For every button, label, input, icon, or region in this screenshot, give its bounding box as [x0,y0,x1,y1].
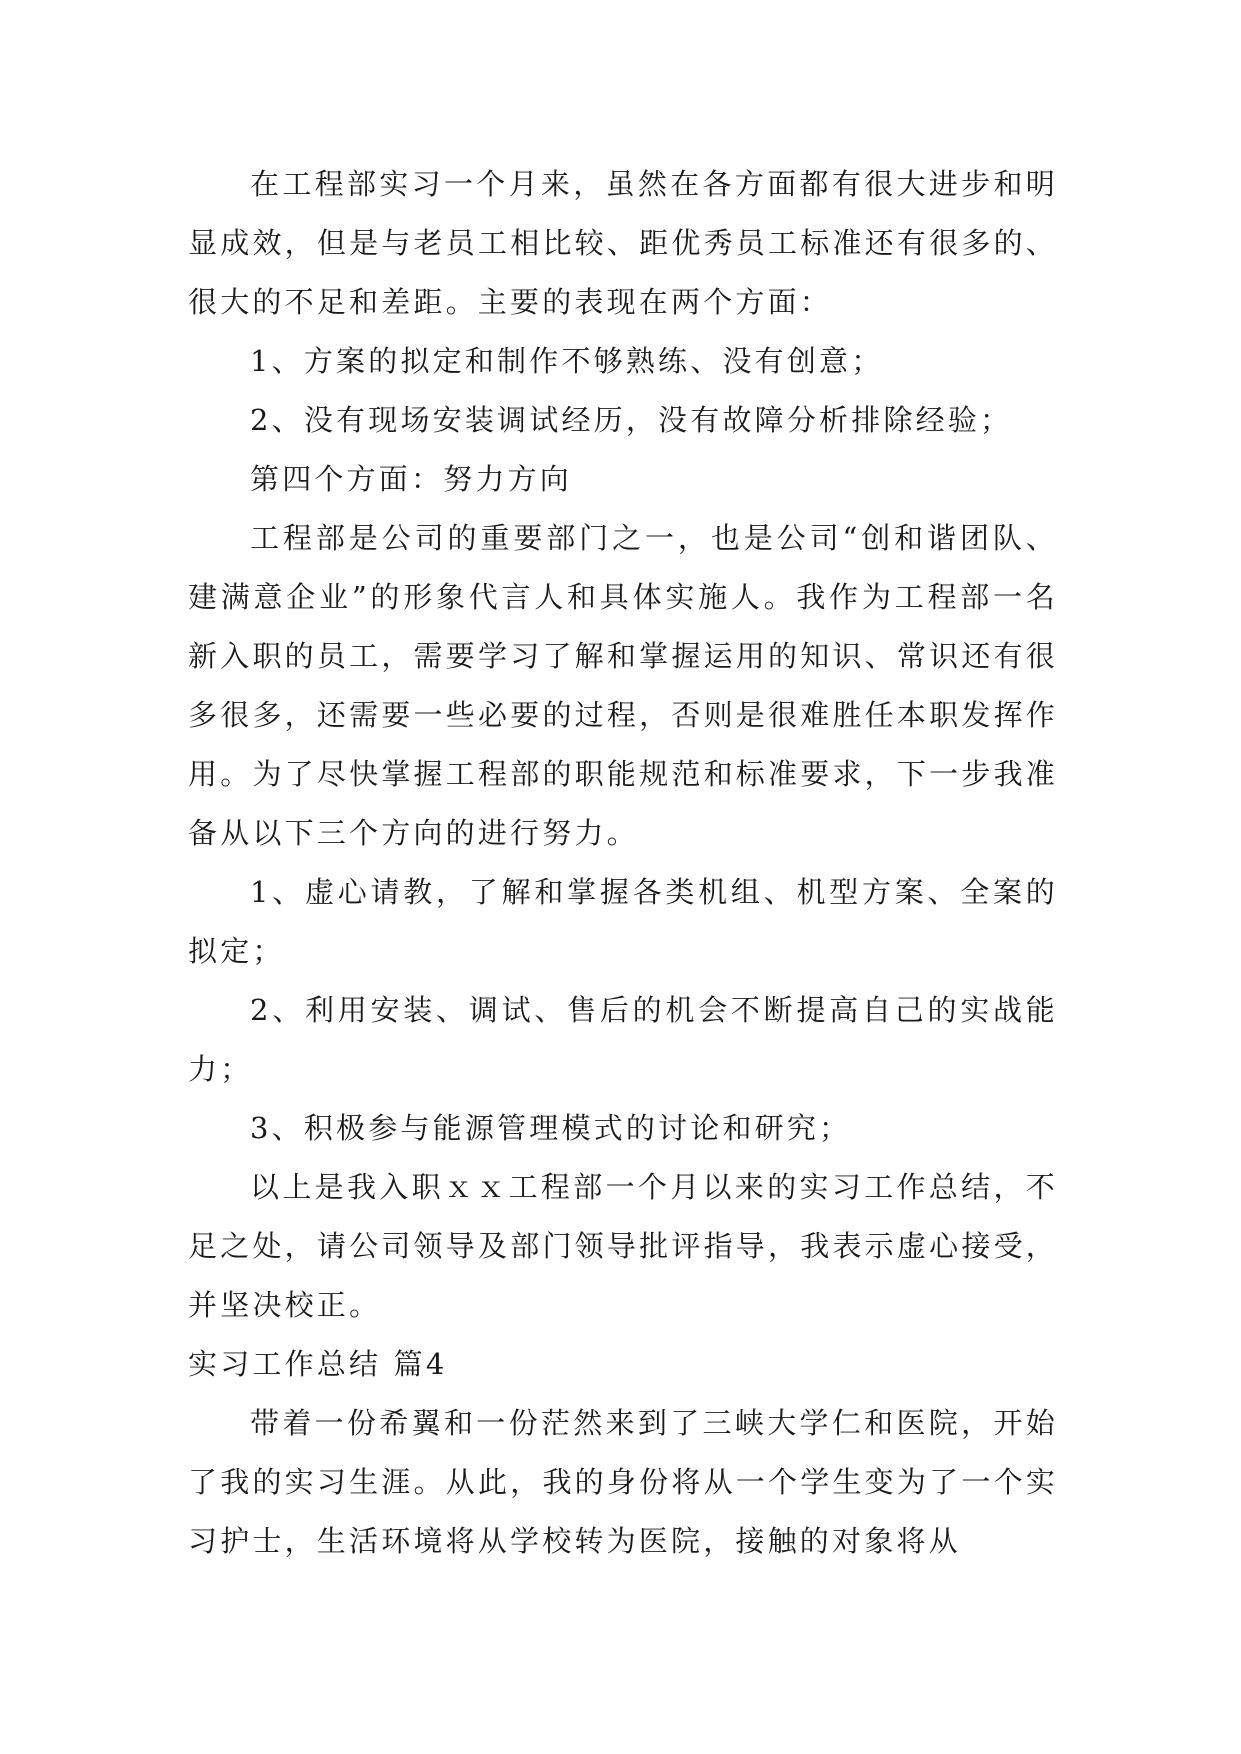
paragraph-conclusion: 以上是我入职ｘｘ工程部一个月以来的实习工作总结，不足之处，请公司领导及部门领导批评指导，我表示虚心接受，并坚决校正。 [188,1170,1058,1322]
article-title-part-4: 实习工作总结 篇4 [188,1347,448,1381]
paragraph-engineering-dept: 工程部是公司的重要部门之一，也是公司“创和谐团队、建满意企业”的形象代言人和具体实施人。我作为工程部一名新入职的员工，需要学习了解和掌握运用的知识、常识还有很多很多，还需要一些必要的过程，否则是很难胜任本职发挥作用。为了尽快掌握工程部的职能规范和标准要求，下一步我准备从以下三个方向的进行努力。 [188,521,1058,850]
paragraph-shortcoming-2: 2、没有现场安装调试经历，没有故障分析排除经验； [250,403,1013,437]
paragraph-effort-2: 2、利用安装、调试、售后的机会不断提高自己的实战能力； [188,993,1058,1086]
paragraph-shortcomings-intro: 在工程部实习一个月来，虽然在各方面都有很大进步和明显成效，但是与老员工相比较、距优秀员工标准还有很多的、很大的不足和差距。主要的表现在两个方面： [188,167,1058,319]
paragraph-shortcoming-1: 1、方案的拟定和制作不够熟练、没有创意； [250,344,884,378]
section-heading-effort-direction: 第四个方面：努力方向 [250,462,573,496]
paragraph-effort-3: 3、积极参与能源管理模式的讨论和研究； [250,1111,852,1145]
paragraph-effort-1: 1、虚心请教，了解和掌握各类机组、机型方案、全案的拟定； [188,875,1058,968]
document-body [188,155,1058,1571]
paragraph-internship-start: 带着一份希翼和一份茫然来到了三峡大学仁和医院，开始了我的实习生涯。从此，我的身份将从一个学生变为了一个实习护士，生活环境将从学校转为医院，接触的对象将从 [188,1406,1058,1558]
